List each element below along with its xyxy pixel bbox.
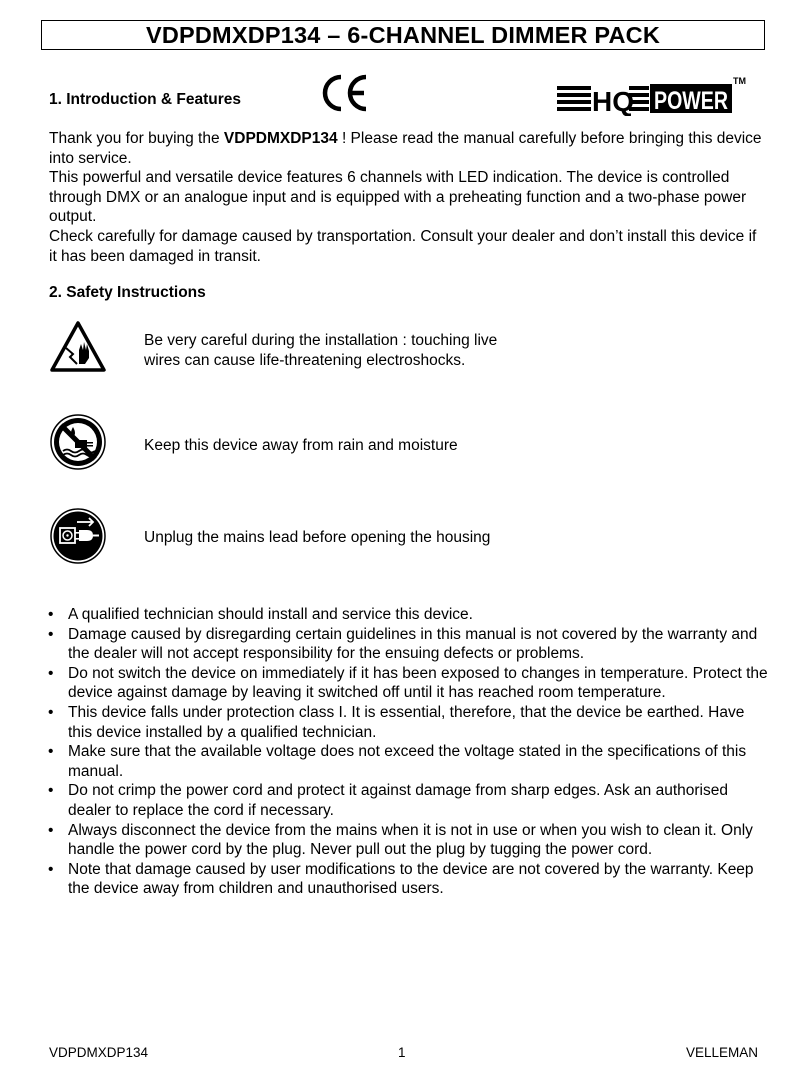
- intro-body: [49, 129, 764, 266]
- product-code: VDPDMXDP134: [223, 130, 338, 147]
- hq-power-logo: [557, 74, 747, 116]
- unplug-mains-icon: [49, 507, 107, 565]
- safety-item-3-text: Unplug the mains lead before opening the housing: [144, 529, 491, 546]
- intro-heading: 1. Introduction & Features: [49, 91, 242, 108]
- footer-right: VELLEMAN: [685, 1045, 758, 1060]
- document-title: VDPDMXDP134 – 6-CHANNEL DIMMER PACK: [41, 20, 765, 50]
- logo-power-text: POWER: [654, 87, 728, 115]
- intro-paragraph-1: Thank you for buying the VDPDMXDP134 ! Please read the manual carefully before bringing this device into service.: [49, 130, 762, 167]
- logo-trademark: TM: [733, 76, 746, 86]
- logo-hq-text: HQ: [592, 86, 634, 116]
- ce-mark-icon: [322, 73, 370, 113]
- list-item: • Note that damage caused by user modifications to the device are not covered by the warranty. Keep the device away from children and unauthorised users.: [48, 860, 768, 899]
- list-item: • This device falls under protection class I. It is essential, therefore, that the device be earthed. Have this device installed by a qualified technician.: [48, 703, 768, 742]
- safety-heading: 2. Safety Instructions: [49, 284, 206, 301]
- list-item: • A qualified technician should install and service this device.: [48, 605, 768, 625]
- safety-item-2-text: Keep this device away from rain and moisture: [144, 437, 458, 454]
- intro-paragraph-3: Check carefully for damage caused by transportation. Consult your dealer and don’t install this device if it has been damaged in transit.: [49, 227, 757, 265]
- intro-paragraph-2: This powerful and versatile device features 6 channels with LED indication. The device is controlled through DMX or an analogue input and is equipped with a preheating function and a two-phase power output.: [49, 169, 747, 226]
- safety-bullet-list: [48, 605, 768, 899]
- electric-shock-warning-icon: [49, 318, 107, 376]
- list-item: • Make sure that the available voltage does not exceed the voltage stated in the specifications of this manual.: [48, 742, 768, 781]
- list-item: • Do not crimp the power cord and protect it against damage from sharp edges. Ask an authorised dealer to replace the cord if necessary.: [48, 781, 768, 820]
- page-number: 1: [398, 1045, 406, 1060]
- no-rain-moisture-icon: [49, 413, 107, 471]
- safety-item-1-text: Be very careful during the installation : touching live wires can cause life-threatening electroshocks.: [144, 332, 498, 369]
- list-item: • Do not switch the device on immediately if it has been exposed to changes in temperature. Protect the device against damage by leaving it switched off until it has reached room temperature.: [48, 664, 768, 703]
- list-item: • Damage caused by disregarding certain guidelines in this manual is not covered by the warranty and the dealer will not accept responsibility for the ensuing defects or problems.: [48, 625, 768, 664]
- footer-left: VDPDMXDP134: [49, 1045, 149, 1060]
- list-item: • Always disconnect the device from the mains when it is not in use or when you wish to clean it. Only handle the power cord by the plug. Never pull out the plug by tugging the power cord.: [48, 821, 768, 860]
